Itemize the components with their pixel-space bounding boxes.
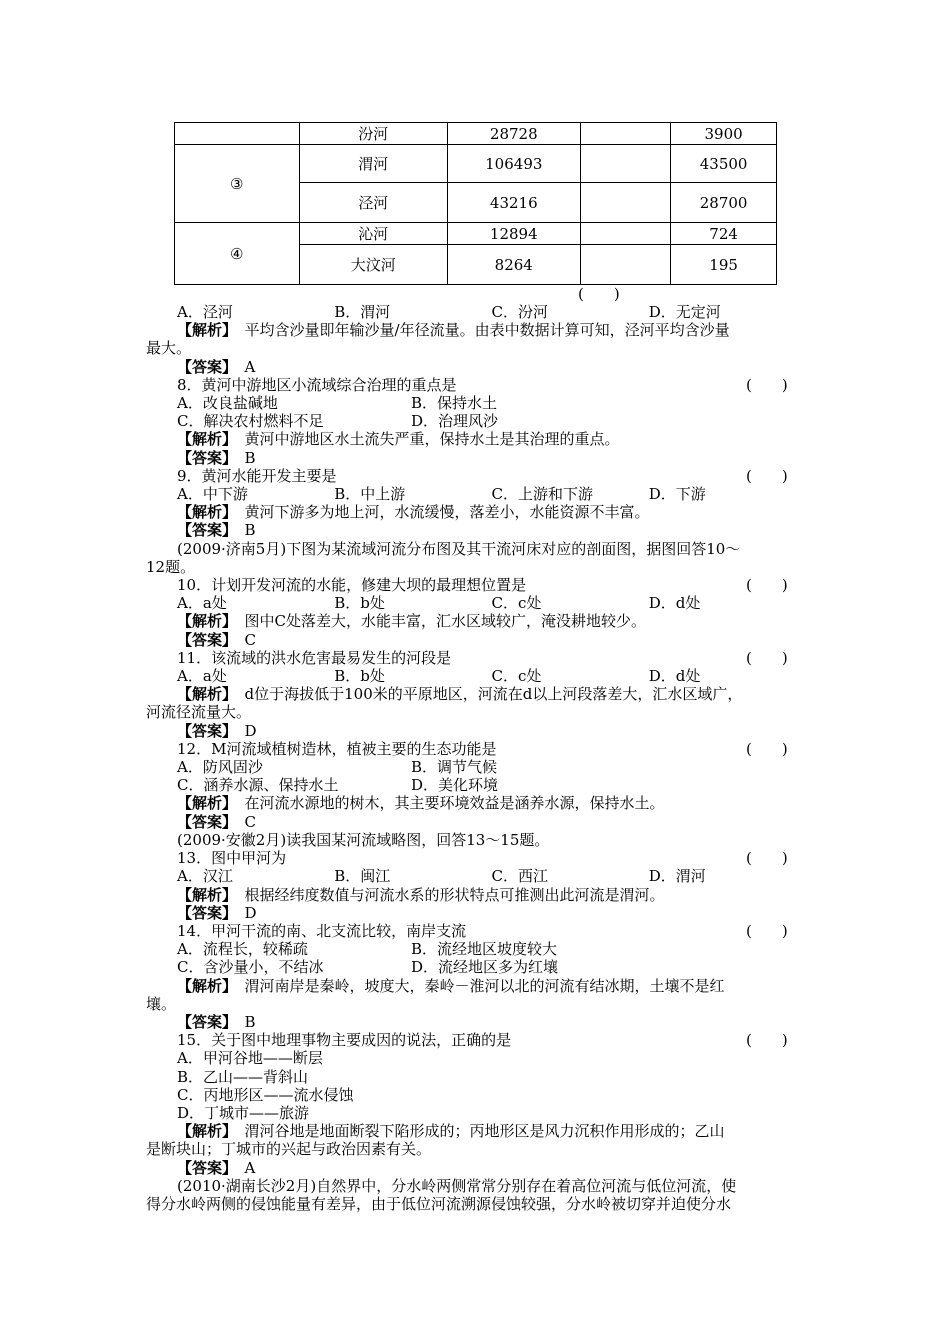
option-d: D．治理风沙 — [411, 412, 499, 431]
q14-stem — [146, 922, 806, 940]
answer-value: B — [244, 521, 256, 540]
question-stem: 14．甲河干流的南、北支流比较，南岸支流 — [177, 921, 467, 940]
analysis-tag: 【解析】 — [177, 885, 230, 904]
analysis-tag: 【解析】 — [177, 321, 230, 340]
intro-next: (2010·湖南长沙2月)自然界中，分水岭两侧常常分别存在着高位河流与低位河流，使 — [177, 1176, 737, 1195]
analysis-tag: 【解析】 — [177, 976, 230, 995]
question-stem: 12．M河流域植树造林，植被主要的生态功能是 — [177, 739, 497, 758]
option-a: A．甲河谷地——断层 — [177, 1049, 323, 1068]
option-a: A．中下游 — [177, 485, 248, 504]
analysis-text: 渭河谷地是地面断裂下陷形成的；丙地形区是风力沉积作用形成的；乙山 — [244, 1122, 725, 1141]
option-d: D．下游 — [648, 485, 706, 504]
answer-value: D — [244, 903, 257, 922]
option-c: C．c处 — [491, 667, 542, 686]
answer-tag: 【答案】 — [177, 812, 230, 831]
answer-tag: 【答案】 — [177, 357, 230, 376]
analysis-tag: 【解析】 — [177, 430, 230, 449]
answer-tag: 【答案】 — [177, 448, 230, 467]
q8-answer — [146, 449, 806, 467]
option-b: B．闽江 — [334, 867, 391, 886]
table-cell-runoff — [580, 223, 671, 245]
analysis-tag: 【解析】 — [177, 685, 230, 704]
analysis-tag: 【解析】 — [177, 612, 230, 631]
table-cell-river: 泾河 — [299, 183, 447, 223]
answer-value: B — [244, 448, 256, 467]
q15-stem — [146, 1031, 806, 1049]
option-d: D．无定河 — [648, 303, 721, 321]
table-cell-group: ④ — [175, 223, 300, 285]
option-b: B．渭河 — [334, 303, 391, 321]
option-b: B．b处 — [334, 594, 385, 613]
q11-stem — [146, 649, 806, 667]
answer-tag: 【答案】 — [177, 630, 230, 649]
option-a: A．a处 — [177, 667, 227, 686]
q13-options — [146, 867, 806, 885]
option-c: C．西江 — [491, 867, 548, 886]
document-page — [146, 122, 806, 1213]
q12-options-row1 — [146, 758, 806, 776]
table-cell-group — [175, 123, 300, 145]
analysis-text: 黄河下游多为地上河，水流缓慢，落差小，水能资源不丰富。 — [244, 503, 650, 522]
intro-10-12-cont: 12题。 — [146, 557, 196, 576]
answer-value: C — [244, 812, 257, 831]
q14-options-row1 — [146, 940, 806, 958]
answer-paren: ( ) — [746, 648, 788, 667]
analysis-text: 在河流水源地的树木，其主要环境效益是涵养水源，保持水土。 — [244, 794, 665, 813]
option-a: A．泾河 — [177, 303, 233, 321]
option-c: C．涵养水源、保持水土 — [177, 776, 339, 795]
q8-options-row2 — [146, 412, 806, 430]
analysis-tag: 【解析】 — [177, 794, 230, 813]
table-cell-group: ③ — [175, 145, 300, 223]
q12-options-row2 — [146, 776, 806, 794]
q10-options — [146, 594, 806, 612]
q7-analysis — [146, 321, 806, 339]
table-row — [175, 145, 777, 183]
option-c: C．丙地形区——流水侵蚀 — [177, 1085, 354, 1104]
analysis-tag: 【解析】 — [177, 503, 230, 522]
analysis-text: 根据经纬度数值与河流水系的形状特点可推测出此河流是渭河。 — [244, 885, 665, 904]
option-b: B．乙山——背斜山 — [177, 1067, 309, 1086]
q14-options-row2 — [146, 958, 806, 976]
option-c: C．含沙量小，不结冰 — [177, 958, 324, 977]
option-c: C．c处 — [491, 594, 542, 613]
option-b: B．保持水土 — [411, 394, 498, 413]
table-cell-runoff — [580, 245, 671, 285]
answer-paren: ( ) — [746, 466, 788, 485]
q15-analysis-cont: 是断块山；丁城市的兴起与政治因素有关。 — [146, 1140, 432, 1159]
q9-options — [146, 485, 806, 503]
q10-stem — [146, 576, 806, 594]
analysis-text: 黄河中游地区水土流失严重，保持水土是其治理的重点。 — [244, 430, 620, 449]
q11-answer — [146, 722, 806, 740]
question-stem: 13．图中甲河为 — [177, 849, 287, 868]
option-d: D．流经地区多为红壤 — [411, 958, 559, 977]
option-a: A．流程长，较稀疏 — [177, 940, 308, 959]
answer-tag: 【答案】 — [177, 1158, 230, 1177]
q12-stem — [146, 740, 806, 758]
answer-paren: ( ) — [746, 921, 788, 940]
table-cell-area: 28728 — [447, 123, 580, 145]
q13-analysis — [146, 886, 806, 904]
table-cell-runoff — [580, 123, 671, 145]
q12-analysis — [146, 794, 806, 812]
answer-tag: 【答案】 — [177, 521, 230, 540]
q13-answer — [146, 904, 806, 922]
q7-answer — [146, 358, 806, 376]
answer-paren: ( ) — [746, 576, 788, 595]
q14-analysis-cont: 壤。 — [146, 994, 177, 1013]
question-stem: 10．计划开发河流的水能，修建大坝的最理想位置是 — [177, 576, 527, 595]
river-data-table — [174, 122, 777, 285]
option-c: C．上游和下游 — [491, 485, 593, 504]
answer-tag: 【答案】 — [177, 903, 230, 922]
q8-analysis — [146, 430, 806, 448]
analysis-tag: 【解析】 — [177, 1122, 230, 1141]
q10-answer — [146, 631, 806, 649]
analysis-text: 图中C处落差大，水能丰富，汇水区域较广，淹没耕地较少。 — [244, 612, 647, 631]
table-cell-river: 大汶河 — [299, 245, 447, 285]
q9-answer — [146, 521, 806, 539]
answer-paren: ( ) — [746, 375, 788, 394]
answer-paren: ( ) — [746, 849, 788, 868]
answer-value: C — [244, 630, 257, 649]
option-d: D．渭河 — [648, 867, 706, 886]
intro-next-cont: 得分水岭两侧的侵蚀能量有差异，由于低位河流溯源侵蚀较强，分水岭被切穿并迫使分水 — [146, 1194, 732, 1213]
table-cell-river: 沁河 — [299, 223, 447, 245]
table-cell-runoff — [580, 183, 671, 223]
table-cell-area: 106493 — [447, 145, 580, 183]
q9-stem — [146, 467, 806, 485]
q13-stem — [146, 849, 806, 867]
option-c: C．汾河 — [491, 303, 548, 321]
option-b: B．调节气候 — [411, 758, 498, 777]
analysis-text: 渭河南岸是秦岭，坡度大，秦岭－淮河以北的河流有结冰期，土壤不是红 — [244, 976, 725, 995]
answer-value: B — [244, 1012, 256, 1031]
q10-analysis — [146, 612, 806, 630]
table-cell-river: 渭河 — [299, 145, 447, 183]
q11-options — [146, 667, 806, 685]
q12-answer — [146, 813, 806, 831]
table-row — [175, 123, 777, 145]
question-stem: 15．关于图中地理事物主要成因的说法，正确的是 — [177, 1031, 512, 1050]
q7-options — [146, 303, 806, 321]
question-stem: 8．黄河中游地区小流域综合治理的重点是 — [177, 375, 457, 394]
q11-analysis-cont: 河流径流量大。 — [146, 703, 252, 722]
answer-value: A — [244, 1158, 256, 1177]
table-cell-area: 12894 — [447, 223, 580, 245]
table-cell-runoff — [580, 145, 671, 183]
option-d: D．d处 — [648, 594, 701, 613]
table-cell-sediment: 3900 — [671, 123, 777, 145]
q8-options-row1 — [146, 394, 806, 412]
q11-analysis — [146, 685, 806, 703]
option-b: B．b处 — [334, 667, 385, 686]
q7-paren-line — [146, 285, 806, 303]
question-stem: 9．黄河水能开发主要是 — [177, 466, 337, 485]
analysis-text: 平均含沙量即年输沙量/年径流量。由表中数据计算可知，泾河平均含沙量 — [244, 321, 730, 340]
option-d: D．d处 — [648, 667, 701, 686]
table-cell-river: 汾河 — [299, 123, 447, 145]
table-row — [175, 223, 777, 245]
table-cell-sediment: 43500 — [671, 145, 777, 183]
answer-value: A — [244, 357, 256, 376]
answer-tag: 【答案】 — [177, 721, 230, 740]
intro-13-15: (2009·安徽2月)读我国某河流域略图，回答13～15题。 — [177, 830, 550, 849]
answer-paren: ( ) — [578, 285, 620, 303]
option-a: A．汉江 — [177, 867, 233, 886]
option-d: D．丁城市——旅游 — [177, 1103, 310, 1122]
table-cell-sediment: 195 — [671, 245, 777, 285]
analysis-text: d位于海拔低于100米的平原地区，河流在d以上河段落差大，汇水区域广， — [244, 685, 743, 704]
table-cell-sediment: 28700 — [671, 183, 777, 223]
option-c: C．解决农村燃料不足 — [177, 412, 324, 431]
table-cell-area: 8264 — [447, 245, 580, 285]
table-cell-area: 43216 — [447, 183, 580, 223]
table-cell-sediment: 724 — [671, 223, 777, 245]
answer-paren: ( ) — [746, 739, 788, 758]
question-stem: 11．该流域的洪水危害最易发生的河段是 — [177, 648, 452, 667]
answer-paren: ( ) — [746, 1031, 788, 1050]
q14-answer — [146, 1013, 806, 1031]
option-a: A．a处 — [177, 594, 227, 613]
option-a: A．防风固沙 — [177, 758, 263, 777]
q7-analysis-cont: 最大。 — [146, 339, 192, 358]
option-b: B．流经地区坡度较大 — [411, 940, 558, 959]
q15-analysis — [146, 1122, 806, 1140]
answer-value: D — [244, 721, 257, 740]
option-b: B．中上游 — [334, 485, 406, 504]
option-a: A．改良盐碱地 — [177, 394, 278, 413]
q15-answer — [146, 1159, 806, 1177]
option-d: D．美化环境 — [411, 776, 499, 795]
q8-stem — [146, 376, 806, 394]
q14-analysis — [146, 977, 806, 995]
answer-tag: 【答案】 — [177, 1012, 230, 1031]
q9-analysis — [146, 503, 806, 521]
intro-10-12: (2009·济南5月)下图为某流域河流分布图及其干流河床对应的剖面图，据图回答10～ — [177, 539, 741, 558]
